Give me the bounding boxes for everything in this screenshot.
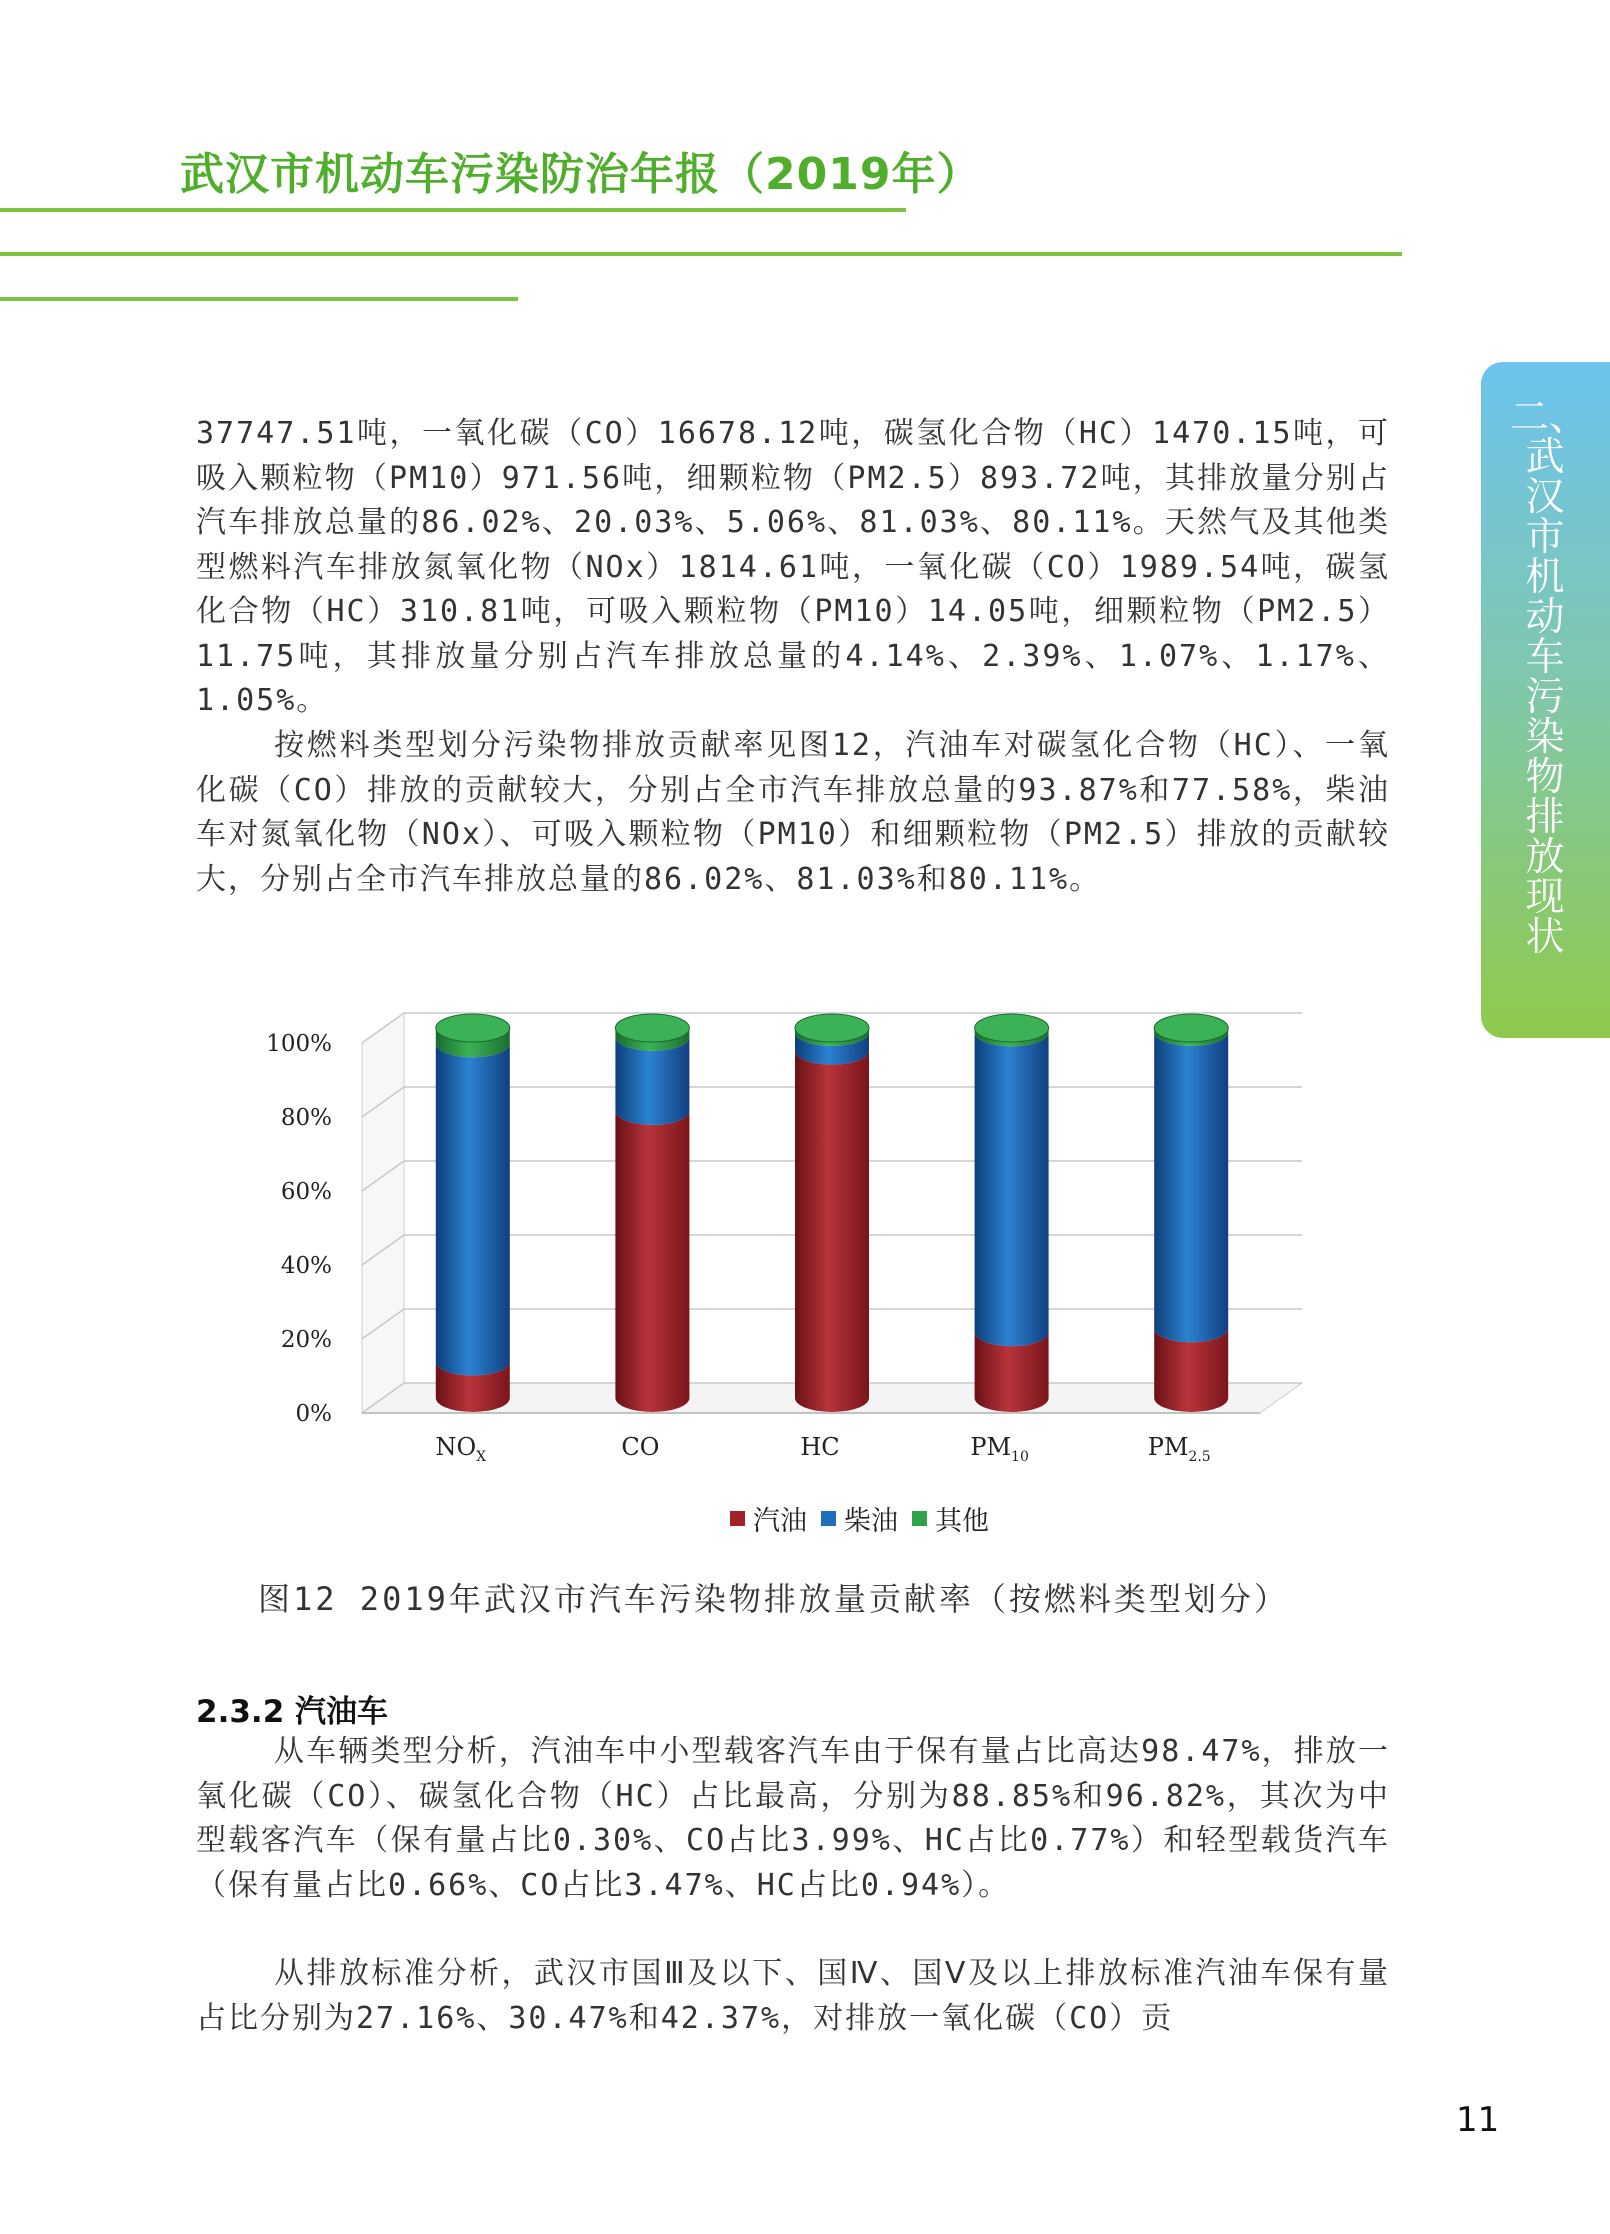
paragraph-emissions-gas: 37747.51吨，一氧化碳（CO）16678.12吨，碳氢化合物（HC）1470.15吨，可吸入颗粒物（PM10）971.56吨，细颗粒物（PM2.5）893.72吨，其排放量分别占汽车排放总量的86.02%、20.03%、5.06%、81.03%、80.11%。天然气及其他类型燃料汽车排放氮氧化物（NOx）1814.61吨，一氧化碳（CO）1989.54吨，碳氢化合物（HC）310.81吨，可吸入颗粒物（PM10）14.05吨，细颗粒物（PM2.5）11.75吨，其排放量分别占汽车排放总量的4.14%、2.39%、1.07%、1.17%、1.05%。	[196, 416, 1390, 718]
y-tick-label: 100%	[266, 1031, 332, 1057]
legend-swatch-diesel	[821, 1511, 836, 1526]
legend-label-gasoline: 汽油	[753, 1505, 807, 1537]
legend-item-diesel	[821, 1499, 898, 1538]
legend-swatch-gasoline	[730, 1511, 745, 1526]
bar-top	[436, 1014, 510, 1042]
fuel-contribution-chart	[230, 985, 1360, 1495]
x-tick-label: HC	[800, 1433, 840, 1461]
y-tick-label: 40%	[280, 1253, 332, 1279]
header-rule-1	[0, 208, 906, 212]
x-tick-label: $PM_{10}$	[970, 1433, 1029, 1465]
section-heading: 2.3.2 汽油车	[196, 1694, 389, 1730]
bar-top	[615, 1014, 689, 1042]
legend-item-gasoline	[730, 1499, 807, 1538]
y-tick-label: 20%	[280, 1327, 332, 1353]
y-tick-label: 0%	[295, 1401, 332, 1427]
bar-segment-diesel	[436, 1043, 510, 1375]
paragraph-emission-standard: 从排放标准分析，武汉市国Ⅲ及以下、国Ⅳ、国Ⅴ及以上排放标准汽油车保有量占比分别为27.16%、30.47%和42.37%，对排放一氧化碳（CO）贡	[196, 1956, 1390, 2036]
figure-caption: 图12 2019年武汉市汽车污染物排放量贡献率（按燃料类型划分）	[258, 1580, 1289, 1618]
page-number: 11	[1456, 2100, 1500, 2140]
x-tick-label: $NO_X$	[435, 1433, 487, 1465]
y-tick-label: 80%	[280, 1105, 332, 1131]
bar-segment-gasoline	[795, 1051, 869, 1412]
x-tick-label: CO	[621, 1433, 660, 1461]
chart-side-wall	[362, 1013, 404, 1413]
bar-top	[1154, 1014, 1228, 1042]
bar-segment-gasoline	[615, 1111, 689, 1412]
chapter-side-tab-label: 二、武汉市机动车污染物排放现状	[1510, 395, 1589, 960]
paragraph-vehicle-type: 从车辆类型分析，汽油车中小型载客汽车由于保有量占比高达98.47%，排放一氧化碳（CO）、碳氢化合物（HC）占比最高，分别为88.85%和96.82%，其次为中型载客汽车（保有量占比0.30%、CO占比3.99%、HC占比0.77%）和轻型载货汽车（保有量占比0.66%、CO占比3.47%、HC占比0.94%）。	[196, 1734, 1390, 1903]
report-title: 武汉市机动车污染防治年报（2019年）	[180, 149, 982, 200]
chart-legend	[730, 1500, 989, 1536]
paragraph-fuel-contribution: 按燃料类型划分污染物排放贡献率见图12，汽油车对碳氢化合物（HC）、一氧化碳（CO）排放的贡献较大，分别占全市汽车排放总量的93.87%和77.58%，柴油车对氮氧化物（NOx）、可吸入颗粒物（PM10）和细颗粒物（PM2.5）排放的贡献较大，分别占全市汽车排放总量的86.02%、81.03%和80.11%。	[196, 728, 1390, 897]
legend-swatch-other	[912, 1511, 927, 1526]
header-rule-3	[0, 297, 518, 301]
bar-segment-diesel	[1154, 1032, 1228, 1342]
y-tick-label: 60%	[280, 1179, 332, 1205]
bar-segment-diesel	[975, 1032, 1049, 1346]
legend-label-other: 其他	[935, 1505, 989, 1537]
legend-item-other	[912, 1499, 989, 1538]
header-rule-2	[0, 252, 1402, 256]
bar-top	[795, 1014, 869, 1042]
bar-top	[975, 1014, 1049, 1042]
legend-label-diesel: 柴油	[844, 1505, 898, 1537]
x-tick-label: $PM_{2.5}$	[1147, 1433, 1211, 1465]
